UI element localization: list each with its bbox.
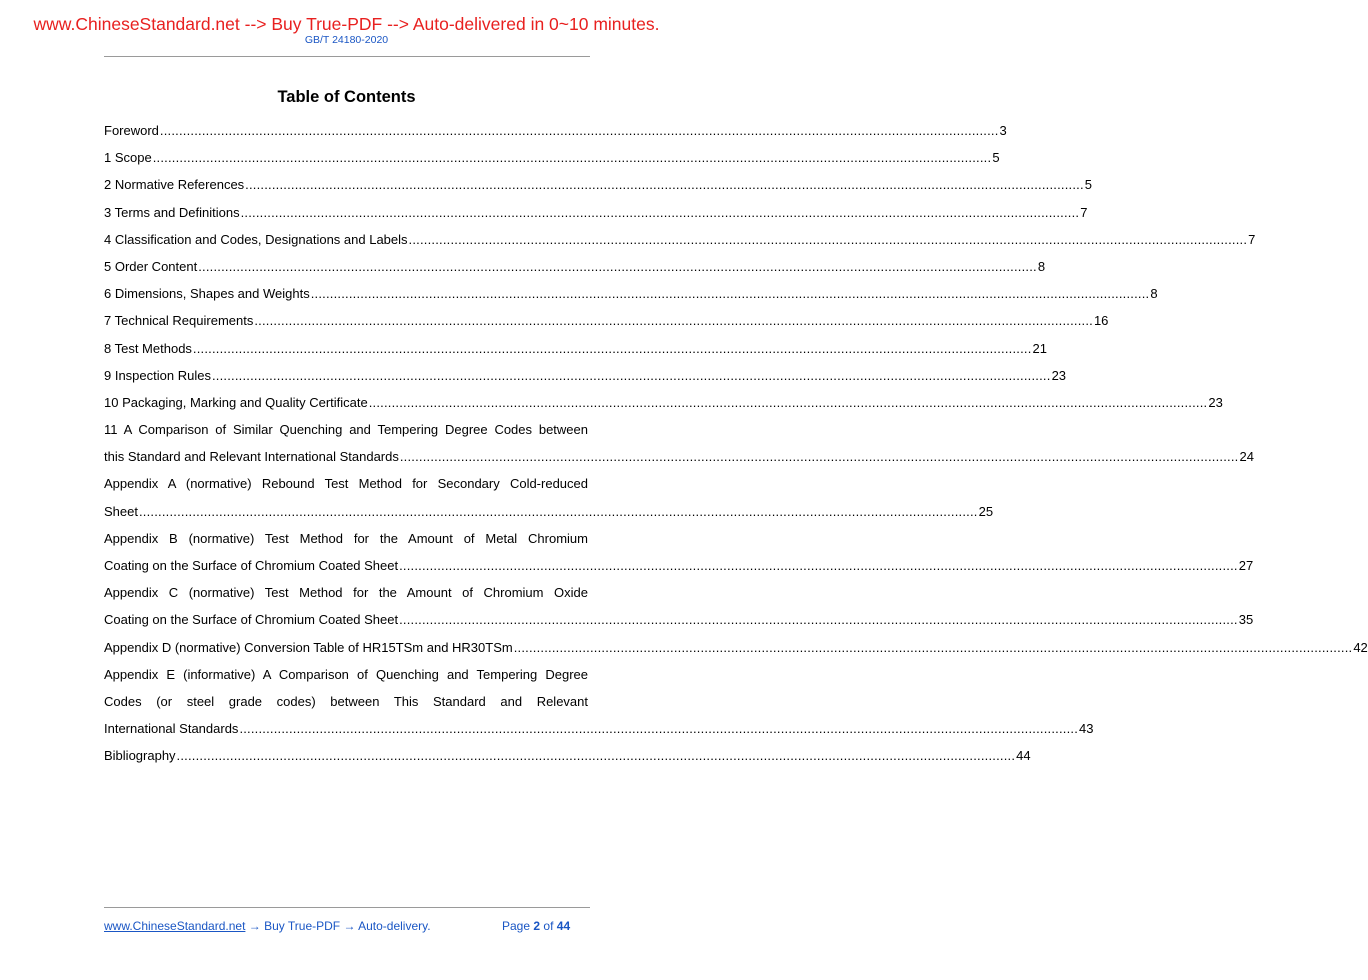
toc-entry-page: 42 [1353,639,1368,655]
footer-divider [104,907,590,908]
dot-leader: ............................................................................................................................................................................................................................ [198,259,1037,275]
toc-entry[interactable]: Appendix B (normative) Test Method for the Amount of Metal Chromium [104,530,588,546]
toc-entry-page: 16 [1093,313,1109,329]
toc-entry[interactable] [104,715,1094,742]
toc-entry[interactable] [104,307,1109,334]
toc-entry-page: 27 [1238,558,1254,574]
toc-entry[interactable] [104,389,1223,416]
toc-entry-page: 8 [1037,259,1046,275]
toc-entry[interactable] [104,634,1368,661]
page-word: Page [502,919,531,933]
toc-entry-title: Sheet [104,503,138,519]
footer-promo [104,919,431,934]
toc-entry[interactable] [104,199,1088,226]
dot-leader: ............................................................................................................................................................................................................................ [399,612,1238,628]
toc-entry-title: 4 Classification and Codes, Designations and Labels [104,231,408,247]
toc-entry[interactable]: Appendix A (normative) Rebound Test Method for Secondary Cold-reduced [104,476,588,492]
toc-entry-page: 35 [1238,612,1254,628]
toc-entry-title: 10 Packaging, Marking and Quality Certificate [104,394,368,410]
page-total: 44 [556,919,571,933]
dot-leader: ............................................................................................................................................................................................................................ [399,449,1239,465]
dot-leader: ............................................................................................................................................................................................................................ [239,721,1079,737]
dot-leader: ............................................................................................................................................................................................................................ [159,123,999,139]
toc-entry[interactable]: Appendix C (normative) Test Method for the Amount of Chromium Oxide [104,585,588,601]
toc-entry-page: 5 [1084,177,1093,193]
toc-entry[interactable]: Codes (or steel grade codes) between This Standard and Relevant [104,693,588,709]
toc-entry-page: 5 [992,150,1000,166]
toc-entry[interactable] [104,498,994,525]
toc-entry-page: 43 [1079,721,1094,737]
dot-leader: ............................................................................................................................................................................................................................ [152,150,992,166]
toc-entry[interactable] [104,226,1256,253]
toc-entry-page: 7 [1080,204,1088,220]
toc-entry-title: Coating on the Surface of Chromium Coated Sheet [104,558,399,574]
footer-tagline: → Buy True-PDF → Auto-delivery. [245,919,431,933]
page-of: of [543,919,554,933]
toc-entry-title: Bibliography [104,748,176,764]
toc-entry-title: 7 Technical Requirements [104,313,254,329]
toc-entry-title: 2 Normative References [104,177,245,193]
dot-leader: ............................................................................................................................................................................................................................ [138,503,978,519]
document-number: GB/T 24180-2020 [304,34,389,46]
dot-leader: ............................................................................................................................................................................................................................ [399,558,1238,574]
dot-leader: ............................................................................................................................................................................................................................ [245,177,1084,193]
toc-entry-page: 44 [1016,748,1031,764]
toc-entry[interactable] [104,144,1000,171]
site-link[interactable]: www.ChineseStandard.net [104,919,246,933]
dot-leader: ............................................................................................................................................................................................................................ [176,748,1016,764]
toc-entry[interactable]: 11 A Comparison of Similar Quenching and Tempering Degree Codes between [104,422,588,438]
toc-entry[interactable] [104,742,1031,769]
toc-entry[interactable] [104,362,1067,389]
toc-entry-page: 23 [1208,394,1223,410]
toc-entry-page: 24 [1239,449,1254,465]
dot-leader: ............................................................................................................................................................................................................................ [368,394,1208,410]
toc-entry[interactable] [104,443,1254,470]
toc-entry[interactable] [104,253,1046,280]
header-divider [104,56,590,57]
toc-entry-page: 23 [1051,367,1067,383]
page-indicator [502,919,570,934]
toc-entry-page: 8 [1150,286,1158,302]
dot-leader: ............................................................................................................................................................................................................................ [408,231,1248,247]
toc-entry-title: 8 Test Methods [104,340,192,356]
toc-entry-page: 25 [978,503,994,519]
toc-entry-title: 1 Scope [104,150,152,166]
toc-entry-title: 9 Inspection Rules [104,367,211,383]
toc-entry[interactable] [104,552,1254,579]
dot-leader: ............................................................................................................................................................................................................................ [310,286,1150,302]
toc-entry-title: Coating on the Surface of Chromium Coated Sheet [104,612,399,628]
toc-entry[interactable] [104,171,1093,198]
dot-leader: ............................................................................................................................................................................................................................ [254,313,1093,329]
toc-entry-title: International Standards [104,721,239,737]
toc-entry-page: 3 [999,123,1007,139]
toc-entry-title: Foreword [104,123,159,139]
toc-entry-page: 21 [1032,340,1047,356]
toc-entry[interactable] [104,606,1254,633]
toc-entry-title: 5 Order Content [104,259,198,275]
toc-entry-title: Appendix D (normative) Conversion Table of HR15TSm and HR30TSm [104,639,513,655]
promo-banner[interactable]: www.ChineseStandard.net --> Buy True-PDF --> Auto-delivered in 0~10 minutes. [33,14,660,34]
toc-entry-page: 7 [1248,231,1256,247]
toc-entry[interactable] [104,117,1007,144]
toc-entry[interactable] [104,335,1047,362]
dot-leader: ............................................................................................................................................................................................................................ [211,367,1051,383]
toc-title: Table of Contents [277,88,416,106]
page-current: 2 [533,919,541,933]
dot-leader: ............................................................................................................................................................................................................................ [192,340,1032,356]
dot-leader: ............................................................................................................................................................................................................................ [240,204,1080,220]
toc-entry-title: 6 Dimensions, Shapes and Weights [104,286,310,302]
table-of-contents [104,117,1368,770]
toc-entry[interactable] [104,280,1158,307]
dot-leader: ............................................................................................................................................................................................................................ [513,639,1353,655]
toc-entry-title: 3 Terms and Definitions [104,204,240,220]
toc-entry[interactable]: Appendix E (informative) A Comparison of Quenching and Tempering Degree [104,666,588,682]
toc-entry-title: this Standard and Relevant International Standards [104,449,399,465]
